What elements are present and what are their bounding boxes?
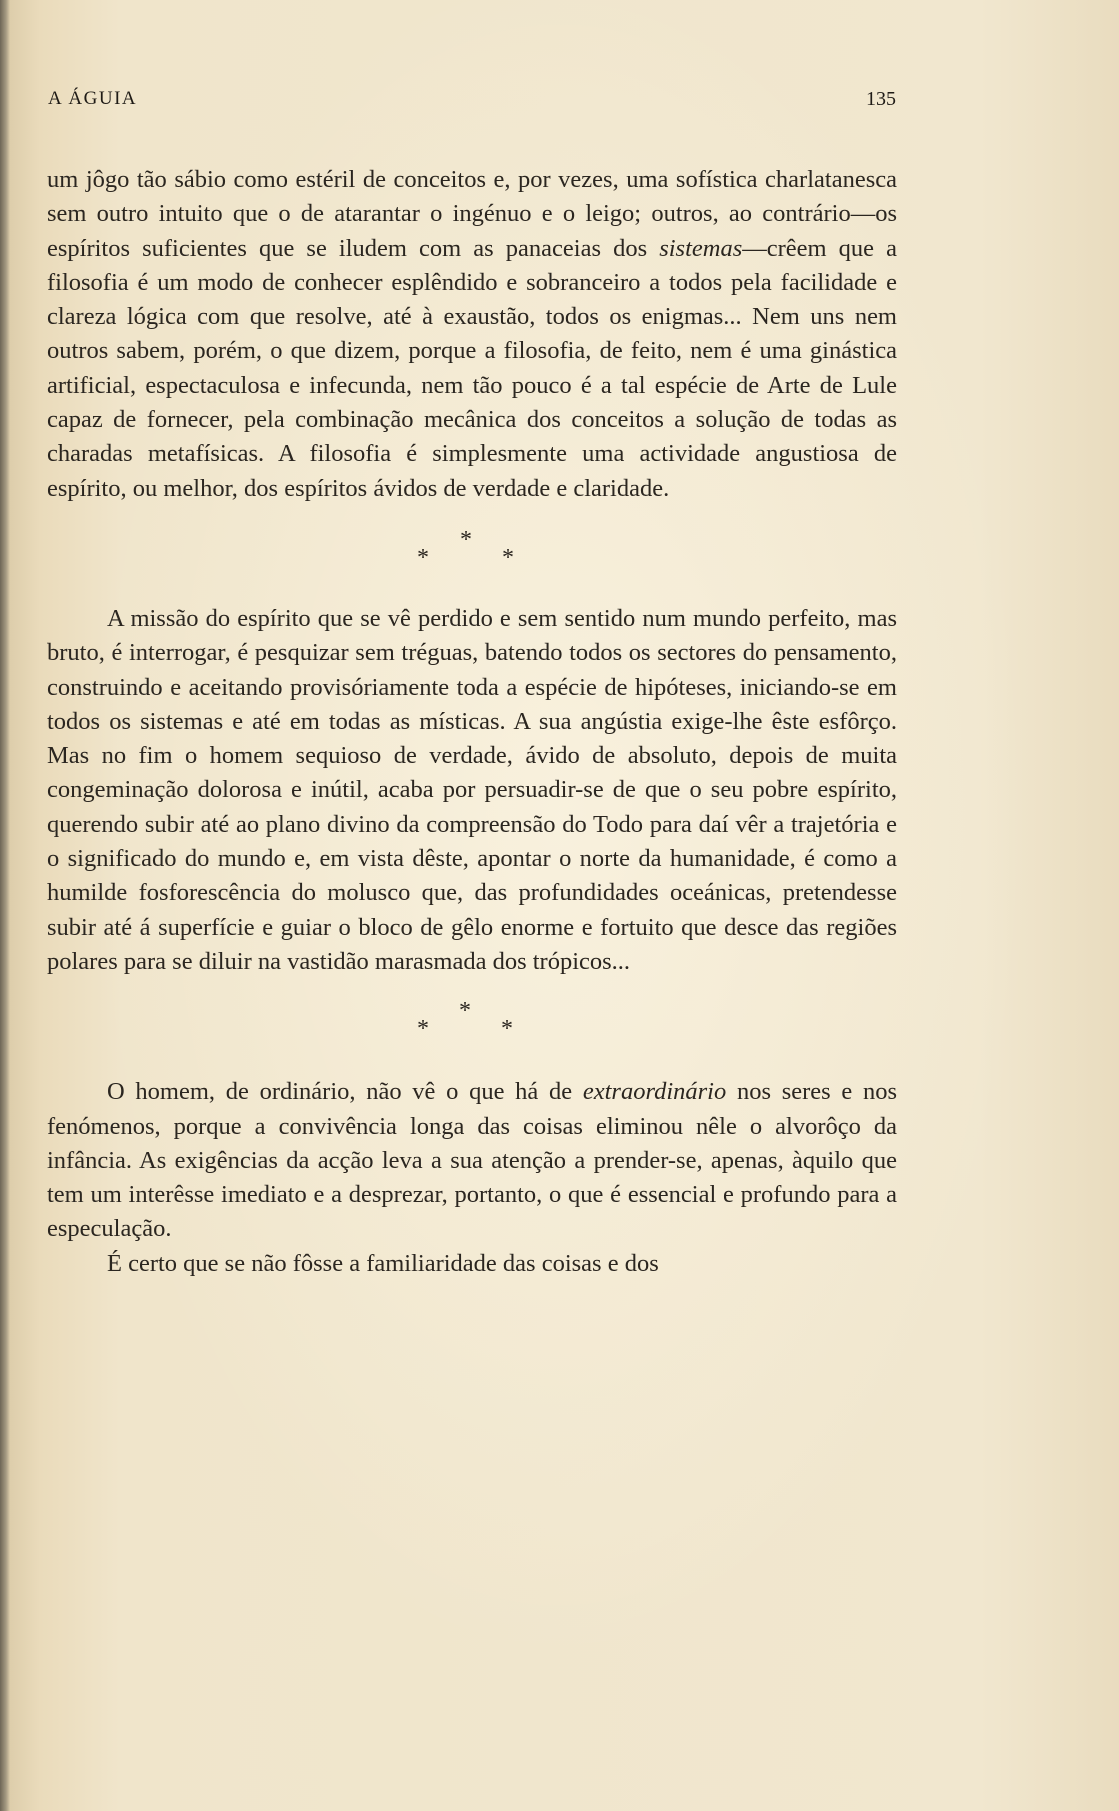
separator-star: * bbox=[417, 544, 429, 571]
paragraph-philosophy bbox=[47, 163, 897, 506]
section-separator bbox=[47, 997, 897, 1069]
separator-star: * bbox=[502, 544, 514, 571]
page-number: 135 bbox=[866, 88, 896, 110]
paragraph-text: um jôgo tão sábio como estéril de conceitos e, por vezes, uma sofística charlatanesca sem outro intuito que o de atarantar o ingénuo e o leigo; outros, ao contrário—os espíritos suficientes que se iludem com as panaceias dos bbox=[47, 166, 897, 262]
emphasis-extraordinario: extraordinário bbox=[582, 1078, 727, 1106]
separator-star: * bbox=[417, 1016, 429, 1043]
paragraph-text: O homem, de ordinário, não vê o que há de bbox=[107, 1078, 583, 1106]
paragraph-man bbox=[47, 1075, 897, 1246]
page-body bbox=[47, 163, 897, 1281]
section-separator bbox=[47, 524, 897, 596]
paragraph-certainty: É certo que se não fôsse a familiaridade das coisas e dos bbox=[107, 1249, 659, 1277]
paragraph-text: —crêem que a filosofia é um modo de conhecer esplêndido e sobranceiro a todos pela facilidade e clareza lógica com que resolve, até à exaustão, todos os enigmas... Nem uns nem outros sabem, porém, o que dizem, porque a filosofia, de feito, nem é uma ginástica artificial, espectaculosa e infecunda, nem tão pouco é a tal espécie de Arte de Lule capaz de fornecer, pela combinação mecânica dos conceitos a solução de todas as charadas metafísicas. A filosofia é simplesmente uma actividade angustiosa de espírito, ou melhor, dos espíritos ávidos de verdade e claridade. bbox=[47, 234, 897, 502]
paragraph-text: nos seres e nos fenómenos, porque a convivência longa das coisas eliminou nêle o alvorôço da infância. As exigências da acção leva a sua atenção a prender-se, apenas, àquilo que tem um interêsse imediato e a desprezar, portanto, o que é essencial e profundo para a especulação. bbox=[47, 1078, 898, 1243]
separator-star: * bbox=[501, 1016, 513, 1043]
separator-star: * bbox=[460, 526, 472, 553]
journal-title: A ÁGUIA bbox=[48, 88, 138, 109]
paragraph-mission: A missão do espírito que se vê perdido e sem sentido num mundo perfeito, mas bruto, é interrogar, é pesquizar sem tréguas, batendo todos os sectores do pensamento, construindo e aceitando provisóriamente toda a espécie de hipóteses, iniciando-se em todos os sistemas e até em todas as místicas. A sua angústia exige-lhe êste esfôrço. Mas no fim o homem sequioso de verdade, ávido de absoluto, depois de muita congeminação dolorosa e inútil, acaba por persuadir-se de que o seu pobre espírito, querendo subir até ao plano divino da compreensão do Todo para daí vêr a trajetória e o significado do mundo e, em vista dêste, apontar o norte da humanidade, é como a humilde fosforescência do molusco que, das profundidades oceánicas, pretendesse subir até á superfície e guiar o bloco de gêlo enorme e fortuito que desce das regiões polares para se diluir na vastidão marasmada dos trópicos... bbox=[47, 604, 897, 975]
separator-star: * bbox=[459, 998, 471, 1025]
running-head bbox=[48, 88, 896, 118]
emphasis-sistemas: sistemas bbox=[659, 234, 743, 262]
